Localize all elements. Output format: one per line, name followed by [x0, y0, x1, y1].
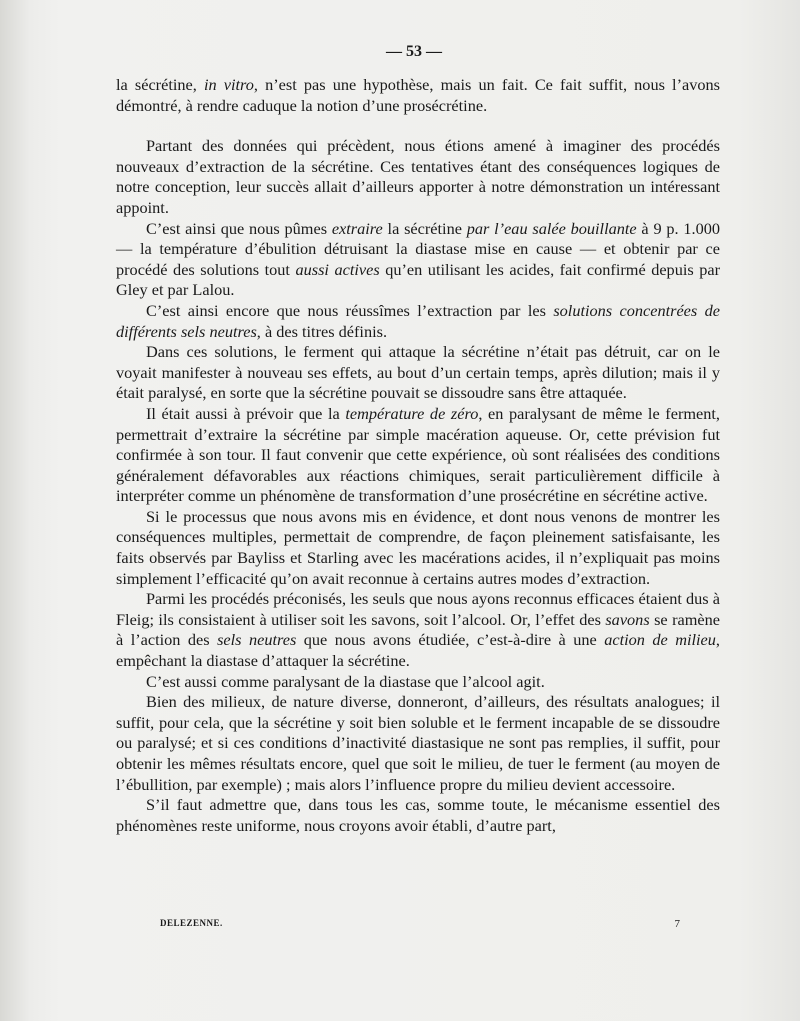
text-run: C’est ainsi encore que nous réussîmes l’extraction par les	[146, 300, 554, 320]
italic-text-run: solutions concentrées de différents sels neutres	[116, 300, 720, 341]
text-run: , en paralysant de même le ferment, permettrait d’extraire la sécrétine par simple macération aqueuse. Or, cette prévision fut confirmée à son tour. Il faut convenir que cette expérience, où sont réalisées des conditions généralement défavorables aux réactions chimiques, serait particulièrement difficile à interpréter comme un phénomène de transformation d’une prosécrétine en sécrétine active.	[116, 403, 720, 506]
italic-text-run: extraire	[331, 218, 383, 238]
text-run: Dans ces solutions, le ferment qui attaque la sécrétine n’était pas détruit, car on le voyait manifester à nouveau ses effets, au bout d’un certain temps, après dilution; mais il y était paralysé, en sorte que la sécrétine pouvait se dissoudre sans être attaquée.	[116, 342, 720, 403]
page-number: — 53 —	[386, 43, 442, 60]
italic-text-run: in vitro	[203, 75, 254, 94]
text-run: S’il faut admettre que, dans tous les cas, somme toute, le mécanisme essentiel des phénomènes reste uniforme, nous croyons avoir établi, d’autre part,	[116, 795, 720, 835]
italic-text-run: température de zéro	[345, 403, 479, 423]
paragraph	[116, 75, 720, 116]
text-run: C’est aussi comme paralysant de la diastase que l’alcool agit.	[146, 671, 545, 691]
text-run: Si le processus que nous avons mis en évidence, et dont nous venons de montrer les conséquences multiples, permettait de comprendre, de façon pleinement satisfaisante, les faits observés par Bayliss et Starling avec les macérations acides, il n’expliquait pas moins simplement l’efficacité qu’on avait reconnue à certains autres modes d’extraction.	[116, 506, 720, 588]
text-run: C’est ainsi que nous pûmes	[146, 218, 332, 238]
italic-text-run: savons	[605, 609, 650, 629]
paragraph	[116, 507, 720, 589]
text-run: Parmi les procédés préconisés, les seuls que nous ayons reconnus efficaces étaient dus à Fleig; ils consistaient à utiliser soit les savons, soit l’alcool. Or, l’effet des	[116, 589, 720, 629]
italic-text-run: sels neutres	[217, 630, 297, 650]
text-run: , empêchant la diastase d’attaquer la sécrétine.	[116, 630, 720, 671]
text-run: Il était aussi à prévoir que la	[146, 403, 346, 423]
paragraph	[116, 404, 720, 507]
text-run: que nous avons étudiée, c’est-à-dire à une	[296, 630, 605, 650]
paragraph	[116, 301, 720, 342]
text-run: Partant des données qui précèdent, nous étions amené à imaginer des procédés nouveaux d’extraction de la sécrétine. Ces tentatives étant des conséquences logiques de notre conception, leur succès allait d’ailleurs apporter à notre démonstration un intéressant appoint.	[116, 136, 720, 217]
paragraph	[116, 795, 720, 836]
italic-text-run: action de milieu	[604, 630, 716, 650]
paragraph	[116, 589, 720, 671]
text-run: , n’est pas une hypothèse, mais un fait. Ce fait suffit, nous l’avons démontré, à rendre caduque la notion d’une prosécrétine.	[116, 75, 720, 115]
paragraph	[116, 692, 720, 795]
italic-text-run: par l’eau salée bouillante	[466, 218, 637, 238]
sheet-number: 7	[674, 918, 680, 930]
text-run: à 9 p. 1.000 — la température d’ébulition détruisant la diastase mise en cause — et obtenir par ce procédé des solutions tout	[116, 218, 720, 279]
body-text	[116, 75, 720, 836]
text-run: qu’en utilisant les acides, fait confirmé depuis par Gley et par Lalou.	[116, 259, 721, 300]
text-run: la sécrétine,	[116, 75, 204, 94]
text-run: se ramène à l’action des	[116, 609, 720, 650]
signature-mark: DELEZENNE.	[160, 918, 223, 928]
paragraph	[116, 219, 720, 301]
text-run: , à des titres définis.	[256, 321, 388, 341]
paragraph	[116, 672, 720, 693]
italic-text-run: aussi actives	[295, 259, 380, 279]
text-run: la sécrétine	[382, 218, 467, 238]
paragraph	[116, 342, 720, 404]
paragraph	[116, 136, 720, 218]
text-run: Bien des milieux, de nature diverse, donneront, d’ailleurs, des résultats analogues; il suffit, pour cela, que la sécrétine y soit bien soluble et le ferment incapable de se dissoudre ou paralysé; et si ces conditions d’inactivité diastasique ne sont pas remplies, il suffit, pour obtenir les mêmes résultats encore, quel que soit le milieu, de tuer le ferment (au moyen de l’ébullition, par exemple) ; mais alors l’influence propre du milieu devient accessoire.	[116, 692, 720, 794]
